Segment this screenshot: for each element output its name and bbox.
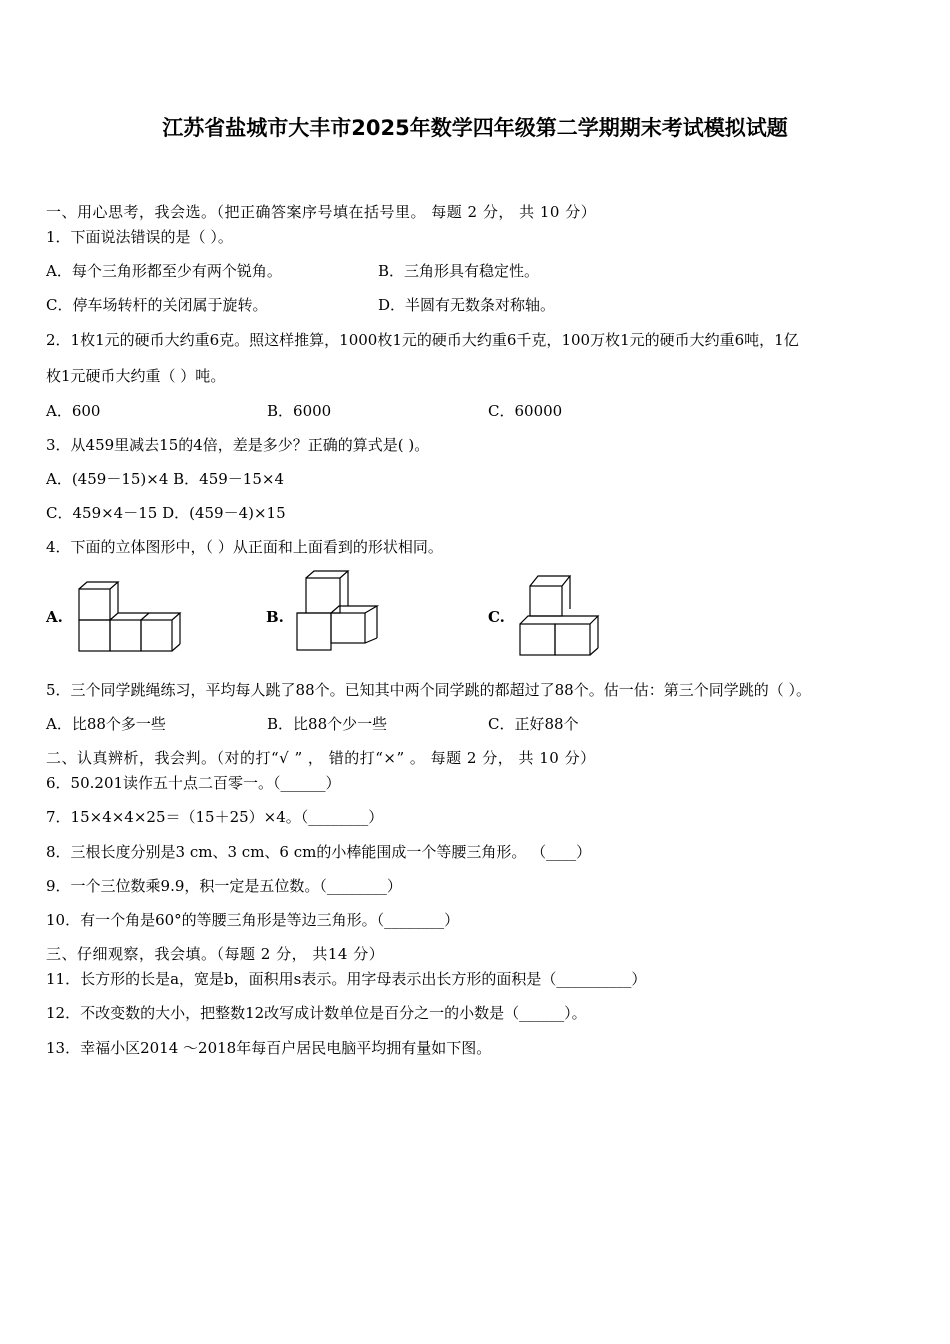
- q4-label-b: B.: [266, 608, 284, 626]
- q1-option-b: B．三角形具有稳定性。: [378, 262, 540, 280]
- q8: 8．三根长度分别是3 cm、3 cm、6 cm的小棒能围成一个等腰三角形。 （____）: [46, 843, 592, 861]
- q6: 6．50.201读作五十点二百零一。（______）: [46, 774, 341, 792]
- q3-options-cd: C．459×4－15 D．(459－4)×15: [46, 504, 286, 522]
- q4-stem: 4．下面的立体图形中，（ ）从正面和上面看到的形状相同。: [46, 538, 443, 556]
- q5-stem: 5．三个同学跳绳练习，平均每人跳了88个。已知其中两个同学跳的都超过了88个。估一估：第三个同学跳的（ ）。: [46, 681, 811, 699]
- q5-option-c: C．正好88个: [488, 715, 579, 733]
- q2-option-a: A．600: [46, 402, 101, 420]
- q2-option-c: C．60000: [488, 402, 563, 420]
- section-3-heading: 三、仔细观察，我会填。（每题 2 分， 共14 分）: [46, 945, 385, 963]
- section-1-heading: 一、用心思考，我会选。（把正确答案序号填在括号里。 每题 2 分， 共 10 分）: [46, 203, 597, 221]
- q3-stem: 3．从459里减去15的4倍，差是多少？正确的算式是( )。: [46, 436, 430, 454]
- q4-label-a: A.: [46, 608, 63, 626]
- q4-figure-c: [515, 572, 600, 658]
- q1-option-a: A．每个三角形都至少有两个锐角。: [46, 262, 282, 280]
- q4-label-c: C.: [488, 608, 505, 626]
- q7: 7．15×4×4×25＝（15＋25）×4。（________）: [46, 808, 384, 826]
- page-title: 江苏省盐城市大丰市2025年数学四年级第二学期期末考试模拟试题: [162, 116, 788, 140]
- q2-stem-line2: 枚1元硬币大约重（ ）吨。: [46, 367, 226, 385]
- q10: 10．有一个角是60°的等腰三角形是等边三角形。（________）: [46, 911, 460, 929]
- q3-options-ab: A．(459－15)×4 B．459－15×4: [46, 470, 284, 488]
- q2-option-b: B．6000: [267, 402, 332, 420]
- q4-figure-b: [294, 568, 384, 654]
- q4-figure-a: [76, 578, 186, 654]
- q5-option-b: B．比88个少一些: [267, 715, 388, 733]
- q1-option-c: C．停车场转杆的关闭属于旋转。: [46, 296, 268, 314]
- q2-stem-line1: 2．1枚1元的硬币大约重6克。照这样推算，1000枚1元的硬币大约重6千克，100万枚1元的硬币大约重6吨，1亿: [46, 331, 799, 349]
- q13: 13．幸福小区2014 ～2018年每百户居民电脑平均拥有量如下图。: [46, 1039, 492, 1057]
- q1-option-d: D．半圆有无数条对称轴。: [378, 296, 556, 314]
- q1-stem: 1．下面说法错误的是（ ）。: [46, 228, 233, 246]
- q11: 11．长方形的长是a，宽是b，面积用s表示。用字母表示出长方形的面积是（__________）: [46, 970, 647, 988]
- section-2-heading: 二、认真辨析，我会判。（对的打“√ ” ， 错的打“×” 。 每题 2 分， 共 10 分）: [46, 749, 596, 767]
- q5-option-a: A．比88个多一些: [46, 715, 166, 733]
- q9: 9．一个三位数乘9.9，积一定是五位数。（________）: [46, 877, 402, 895]
- q12: 12．不改变数的大小，把整数12改写成计数单位是百分之一的小数是（______）。: [46, 1004, 587, 1022]
